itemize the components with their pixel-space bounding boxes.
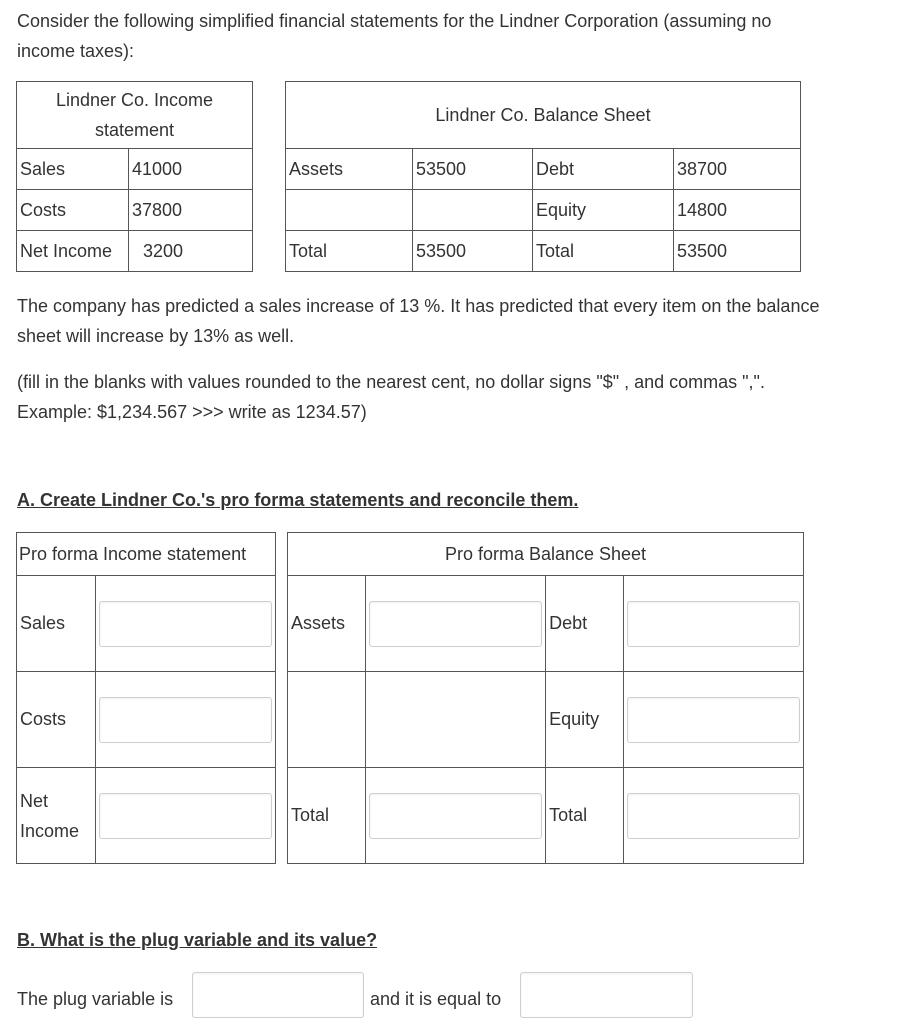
table-row xyxy=(17,190,253,231)
pf-empty-label-cell xyxy=(288,672,366,768)
plug-value-prompt: and it is equal to xyxy=(370,989,502,1009)
table-row xyxy=(286,149,801,190)
given-value-empty xyxy=(413,190,533,231)
prediction-line-1: The company has predicted a sales increase of 13 %. It has predicted that every item on the balance xyxy=(17,296,820,316)
pf-assets-input[interactable] xyxy=(369,601,542,647)
proforma-income-table xyxy=(16,532,276,864)
pf-equity-input[interactable] xyxy=(627,697,800,743)
pf-label-assets: Assets xyxy=(288,576,366,672)
prediction-paragraph xyxy=(17,291,819,351)
pf-total-liab-input[interactable] xyxy=(627,793,800,839)
pf-label-total-assets: Total xyxy=(288,768,366,864)
pf-label-net-income-line-1: Net xyxy=(20,790,49,811)
given-label-assets: Assets xyxy=(286,149,413,190)
proforma-income-header: Pro forma Income statement xyxy=(17,533,276,576)
given-income-header-line-2: statement xyxy=(94,120,175,140)
table-row xyxy=(17,576,276,672)
given-label-net-income: Net Income xyxy=(17,231,129,272)
given-value-total-assets: 53500 xyxy=(413,231,533,272)
pf-empty-value-cell xyxy=(366,672,546,768)
pf-label-costs: Costs xyxy=(17,672,96,768)
given-label-total-assets: Total xyxy=(286,231,413,272)
pf-net-income-input[interactable] xyxy=(99,793,272,839)
pf-label-debt: Debt xyxy=(546,576,624,672)
given-value-assets: 53500 xyxy=(413,149,533,190)
given-value-total-liab: 53500 xyxy=(674,231,801,272)
table-row xyxy=(286,190,801,231)
table-row xyxy=(288,768,804,864)
table-row xyxy=(17,768,276,864)
prediction-line-2: sheet will increase by 13% as well. xyxy=(17,326,295,346)
intro-paragraph xyxy=(17,6,771,66)
given-balance-sheet-table xyxy=(285,81,801,272)
table-row xyxy=(17,672,276,768)
table-row xyxy=(288,672,804,768)
given-label-sales: Sales xyxy=(17,149,129,190)
pf-total-assets-input[interactable] xyxy=(369,793,542,839)
pf-label-sales: Sales xyxy=(17,576,96,672)
plug-variable-input[interactable] xyxy=(192,972,364,1018)
table-row xyxy=(17,231,253,272)
intro-line-1: Consider the following simplified financial statements for the Lindner Corporation (assuming no xyxy=(17,11,772,31)
instructions-line-1: (fill in the blanks with values rounded to the nearest cent, no dollar signs "$" , and commas ",". xyxy=(17,372,765,392)
plug-value-input[interactable] xyxy=(520,972,693,1018)
table-row xyxy=(286,231,801,272)
given-value-equity: 14800 xyxy=(674,190,801,231)
given-income-header-line-1: Lindner Co. Income xyxy=(55,90,214,110)
given-value-debt: 38700 xyxy=(674,149,801,190)
given-label-costs: Costs xyxy=(17,190,129,231)
given-income-statement-table xyxy=(16,81,253,272)
pf-label-net-income xyxy=(17,768,96,864)
given-value-net-income: 3200 xyxy=(129,231,253,272)
given-income-header xyxy=(17,82,253,149)
part-b-heading: B. What is the plug variable and its value? xyxy=(17,930,378,950)
given-label-equity: Equity xyxy=(533,190,674,231)
pf-label-equity: Equity xyxy=(546,672,624,768)
plug-variable-prompt: The plug variable is xyxy=(17,989,174,1009)
given-label-empty xyxy=(286,190,413,231)
pf-label-net-income-line-2: Income xyxy=(20,820,80,841)
given-value-costs: 37800 xyxy=(129,190,253,231)
given-label-debt: Debt xyxy=(533,149,674,190)
given-value-sales: 41000 xyxy=(129,149,253,190)
pf-debt-input[interactable] xyxy=(627,601,800,647)
pf-label-total-liab: Total xyxy=(546,768,624,864)
part-a-heading: A. Create Lindner Co.'s pro forma statements and reconcile them. xyxy=(17,490,579,510)
pf-costs-input[interactable] xyxy=(99,697,272,743)
proforma-balance-header: Pro forma Balance Sheet xyxy=(288,533,804,576)
given-balance-header: Lindner Co. Balance Sheet xyxy=(286,82,801,149)
instructions-line-2: Example: $1,234.567 >>> write as 1234.57) xyxy=(17,402,367,422)
proforma-balance-table xyxy=(287,532,804,864)
table-row xyxy=(17,149,253,190)
pf-sales-input[interactable] xyxy=(99,601,272,647)
instructions-paragraph xyxy=(17,367,765,427)
intro-line-2: income taxes): xyxy=(17,41,135,61)
table-row xyxy=(288,576,804,672)
given-label-total-liab: Total xyxy=(533,231,674,272)
